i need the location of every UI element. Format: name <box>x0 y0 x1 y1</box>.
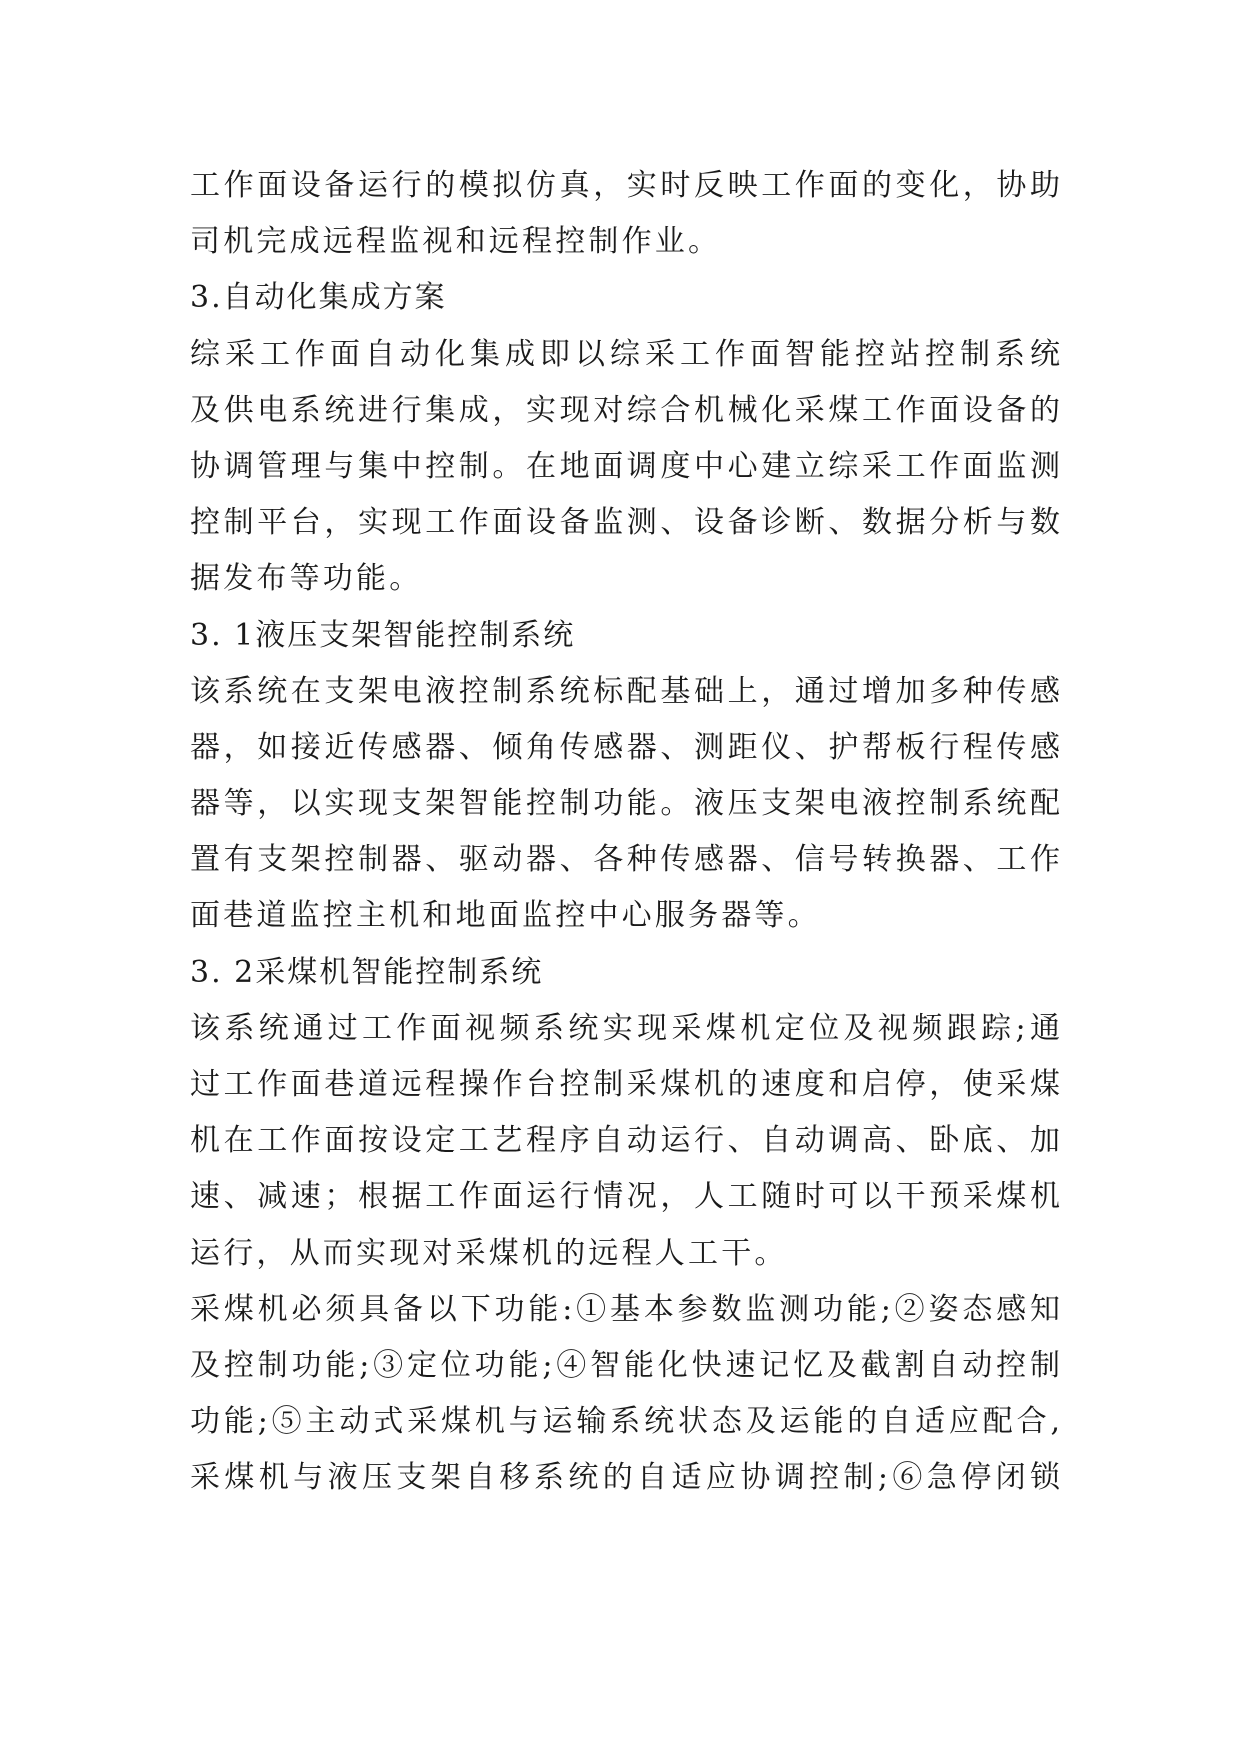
text-line: 过工作面巷道远程操作台控制采煤机的速度和启停，使采煤 <box>190 1067 1060 1102</box>
text-line: 机在工作面按设定工艺程序自动运行、自动调高、卧底、加 <box>190 1123 1060 1159</box>
text-line: 司机完成远程监视和远程控制作业。 <box>190 224 722 260</box>
text-line: 该系统在支架电液控制系统标配基础上，通过增加多种传感 <box>190 673 1060 709</box>
text-line: 器等，以实现支架智能控制功能。液压支架电液控制系统配 <box>190 786 1060 822</box>
text-line: 工作面设备运行的模拟仿真，实时反映工作面的变化，协助 <box>190 168 1060 203</box>
text-line: 运行，从而实现对采煤机的远程人工干。 <box>190 1235 788 1271</box>
section-heading: 3. 1液压支架智能控制系统 <box>190 617 576 653</box>
text-line: 速、减速；根据工作面运行情况，人工随时可以干预采煤机 <box>190 1179 1060 1215</box>
text-line: 功能;⑤主动式采煤机与运输系统状态及运能的自适应配合, <box>190 1404 1060 1440</box>
text-line: 采煤机必须具备以下功能:①基本参数监测功能;②姿态感知 <box>190 1291 1060 1327</box>
section-heading: 3.自动化集成方案 <box>190 280 447 316</box>
text-line: 器，如接近传感器、倾角传感器、测距仪、护帮板行程传感 <box>190 729 1060 765</box>
text-line: 控制平台，实现工作面设备监测、设备诊断、数据分析与数 <box>190 505 1060 541</box>
text-line: 置有支架控制器、驱动器、各种传感器、信号转换器、工作 <box>190 842 1060 878</box>
document-page <box>190 158 1060 1507</box>
text-line: 协调管理与集中控制。在地面调度中心建立综采工作面监测 <box>190 448 1060 484</box>
text-line: 综采工作面自动化集成即以综采工作面智能控站控制系统 <box>190 336 1060 372</box>
text-line: 该系统通过工作面视频系统实现采煤机定位及视频跟踪;通 <box>190 1010 1060 1046</box>
text-line: 及供电系统进行集成，实现对综合机械化采煤工作面设备的 <box>190 392 1060 428</box>
text-line: 面巷道监控主机和地面监控中心服务器等。 <box>190 898 821 934</box>
text-line: 及控制功能;③定位功能;④智能化快速记忆及截割自动控制 <box>190 1347 1060 1383</box>
section-heading: 3. 2采煤机智能控制系统 <box>190 954 544 990</box>
text-line: 据发布等功能。 <box>190 561 423 597</box>
text-line: 采煤机与液压支架自移系统的自适应协调控制;⑥急停闭锁 <box>190 1460 1060 1496</box>
